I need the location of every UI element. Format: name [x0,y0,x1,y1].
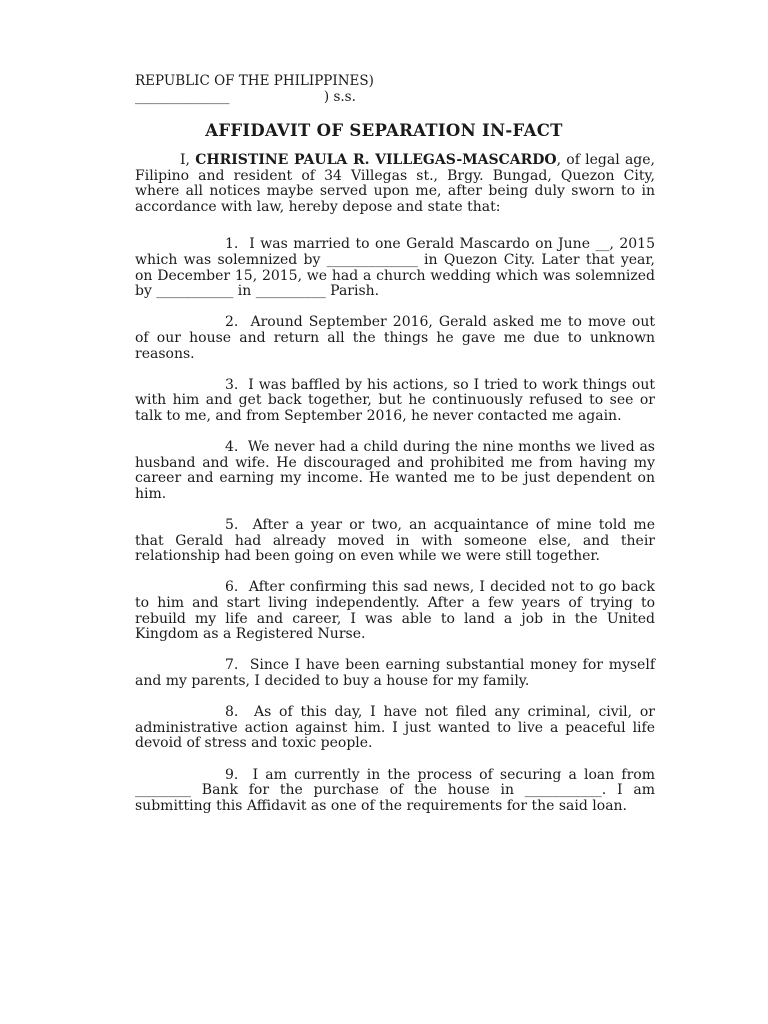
affidavit-body [135,153,655,830]
paragraph-text: Since I have been earning substantial money for myself and my parents, I decided to buy a house for my family. [135,657,656,689]
paragraph-number: 4. [225,439,239,456]
paragraph-text: As of this day, I have not filed any criminal, civil, or administrative action against him. I just wanted to live a peaceful life devoid of stress and toxic people. [135,704,655,752]
venue-line: ______________ ) s.s. [135,89,356,105]
intro-text: , of legal age, Filipino and resident of 34 Villegas st., Brgy. Bungad, Quezon City, where all notices maybe served upon me, after being duly sworn to in accordance with law, hereby depose and state that: [135,152,655,215]
paragraph-7 [135,658,655,689]
republic-line: REPUBLIC OF THE PHILIPPINES) [135,73,374,89]
paragraph-text: We never had a child during the nine months we lived as husband and wife. He discouraged and prohibited me from having my career and earning my income. He wanted me to be just dependent on him. [135,439,655,502]
paragraph-number: 2. [225,314,239,331]
paragraph-number: 3. [225,376,239,393]
paragraph-text: Around September 2016, Gerald asked me to move out of our house and return all the things he gave me due to unknown reasons. [135,314,655,362]
document-title: AFFIDAVIT OF SEPARATION IN-FACT [205,121,563,140]
paragraph-number: 7. [225,657,239,674]
paragraph-9 [135,768,655,815]
paragraph-8 [135,705,655,752]
paragraph-text: After confirming this sad news, I decided not to go back to him and start living independently. After a few years of trying to rebuild my life and career, I was able to land a job in the United Kingdom as a Registered Nurse. [135,579,655,643]
intro-paragraph [135,153,655,215]
paragraph-4 [135,440,655,502]
paragraph-number: 8. [225,704,239,721]
paragraph-number: 6. [225,579,239,596]
paragraph-1 [135,237,655,299]
paragraph-text: I am currently in the process of securing a loan from ________ Bank for the purchase of the house in ___________. I am submitting this Affidavit as one of the requirements for the said loan. [135,766,655,814]
paragraph-text: I was married to one Gerald Mascardo on June __, 2015 which was solemnized by _____________ in Quezon City. Later that year, on December 15, 2015, we had a church wedding which was solemnized by ___________ in __________ Parish. [135,236,655,300]
paragraph-number: 9. [225,766,239,783]
paragraph-6 [135,580,655,642]
paragraph-2 [135,315,655,362]
paragraph-number: 1. [225,236,239,253]
affiant-name: CHRISTINE PAULA R. VILLEGAS-MASCARDO [195,152,557,168]
paragraph-3 [135,378,655,425]
paragraph-text: After a year or two, an acquaintance of mine told me that Gerald had already moved in with someone else, and their relationship had been going on even while we were still together. [135,517,655,565]
intro-prefix: I, [180,152,196,168]
paragraph-5 [135,518,655,565]
paragraph-number: 5. [225,517,239,534]
paragraph-text: I was baffled by his actions, so I tried to work things out with him and get back together, but he continuously refused to see or talk to me, and from September 2016, he never contacted me again. [135,376,656,424]
